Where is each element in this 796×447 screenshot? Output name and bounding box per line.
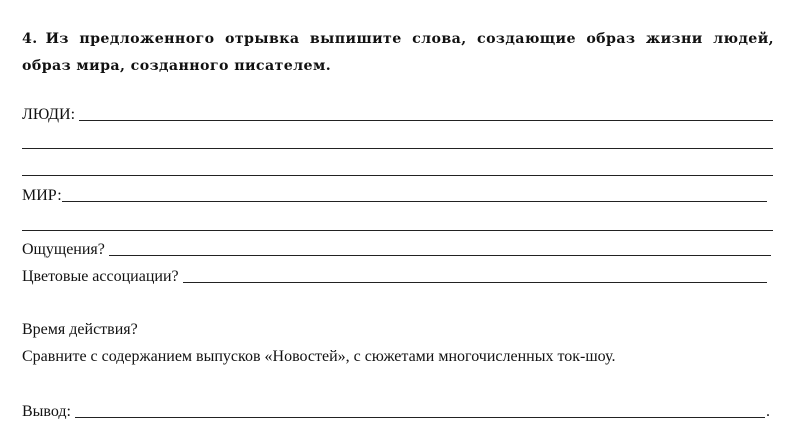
sensations-label: Ощущения? — [22, 241, 105, 258]
color-associations-row — [22, 268, 767, 286]
world-answer-line-2[interactable] — [22, 230, 773, 231]
conclusion-label: Вывод: — [22, 403, 71, 420]
conclusion-row — [22, 403, 770, 421]
people-answer-line-2[interactable] — [22, 148, 773, 149]
people-answer-line[interactable] — [79, 119, 773, 121]
sensations-row — [22, 241, 771, 259]
people-label: ЛЮДИ: — [22, 106, 76, 123]
compare-instruction: Сравните с содержанием выпусков «Новостей», с сюжетами многочисленных ток-шоу. — [22, 348, 616, 365]
task-number: 4. — [22, 31, 38, 47]
world-label: МИР: — [22, 187, 62, 204]
sensations-answer-line[interactable] — [109, 254, 771, 256]
people-answer-line-3[interactable] — [22, 175, 773, 176]
task-question — [22, 26, 774, 80]
people-row — [22, 106, 773, 124]
color-associations-label: Цветовые ассоциации? — [22, 268, 179, 285]
time-question: Время действия? — [22, 321, 138, 338]
task-text: Из предложенного отрывка выпишите слова, создающие образ жизни людей, образ мира, созданного писателем. — [22, 31, 774, 74]
world-answer-line[interactable] — [62, 200, 767, 202]
conclusion-answer-line[interactable] — [75, 416, 765, 418]
color-associations-answer-line[interactable] — [183, 281, 767, 283]
conclusion-period: . — [766, 403, 770, 420]
world-row — [22, 187, 767, 205]
